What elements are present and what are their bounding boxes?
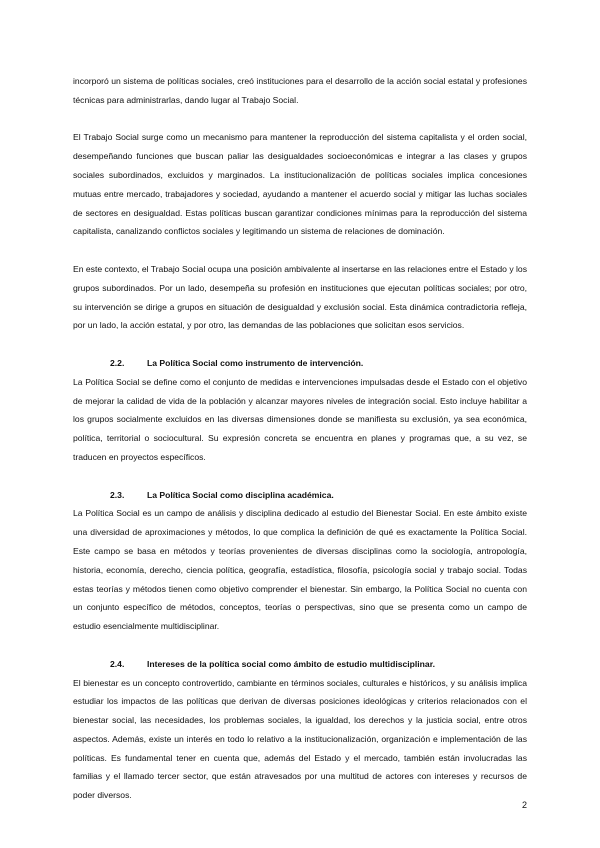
paragraph-intro-continuation: incorporó un sistema de políticas sociales, creó instituciones para el desarrollo de la acción social estatal y profesiones técnicas para administrarlas, dando lugar al Trabajo Social.: [73, 76, 527, 105]
section-body-2-4: El bienestar es un concepto controvertido, cambiante en términos sociales, culturales e históricos, y su análisis implica estudiar los impactos de las políticas que derivan de diversas posiciones ideológicas y criterios relacionados con el bienestar social, las necesidades, los problemas sociales, la igualdad, los derechos y la justicia social, entre otros aspectos. Además, existe un interés en todo lo relativo a la institucionalización, organización e implementación de las políticas. Es fundamental tener en cuenta que, además del Estado y el mercado, también están involucradas las familias y el llamado tercer sector, que están atravesados por una multitud de actores con intereses y recursos de poder diversos.: [73, 677, 527, 801]
section-body-2-3: La Política Social es un campo de análisis y disciplina dedicado al estudio del Bienestar Social. En este ámbito existe una diversidad de aproximaciones y métodos, lo que complica la definición de qué es exactamente la Política Social. Este campo se basa en métodos y teorías provenientes de diversas disciplinas como la sociología, antropología, historia, economía, derecho, ciencia política, geografía, estadística, filosofía, psicología social y trabajo social. Todas estas teorías y métodos tienen como objetivo comprender el bienestar. Sin embargo, la Política Social no cuenta con un conjunto específico de métodos, conceptos, teorías o perspectivas, sino que se presenta como un campo de estudio esencialmente multidisciplinar.: [73, 508, 527, 632]
section-number: 2.2.: [110, 357, 125, 368]
paragraph-trabajo-social-origen: El Trabajo Social surge como un mecanismo para mantener la reproducción del sistema capitalista y el orden social, desempeñando funciones que buscan paliar las desigualdades socioeconómicas e integrar a las clases y grupos sociales subordinados, excluidos y marginados. La institucionalización de políticas sociales implica concesiones mutuas entre mercado, trabajadores y sociedad, ayudando a mantener el acuerdo social y mitigar las luchas sociales de sectores en desigualdad. Estas políticas buscan garantizar condiciones mínimas para la reproducción del sistema capitalista, canalizando conflictos sociales y legitimando un sistema de relaciones de dominación.: [73, 132, 527, 237]
page-number: 2: [521, 800, 527, 810]
section-heading-2-4: [73, 655, 527, 674]
section-title: Intereses de la política social como ámbito de estudio multidisciplinar.: [147, 658, 435, 669]
page-content: [73, 72, 527, 805]
section-number: 2.4.: [110, 658, 125, 669]
section-heading-2-3: [73, 486, 527, 505]
paragraph-trabajo-social-contexto: En este contexto, el Trabajo Social ocupa una posición ambivalente al insertarse en las relaciones entre el Estado y los grupos subordinados. Por un lado, desempeña su profesión en instituciones que ejecutan políticas sociales; por otro, su intervención se dirige a grupos en situación de desigualdad y exclusión social. Esta dinámica contradictoria refleja, por un lado, la acción estatal, y por otro, las demandas de las poblaciones que solicitan esos servicios.: [73, 263, 527, 331]
section-title: La Política Social como disciplina académica.: [147, 489, 334, 500]
section-heading-2-2: [73, 354, 527, 373]
section-body-2-2: La Política Social se define como el conjunto de medidas e intervenciones impulsadas desde el Estado con el objetivo de mejorar la calidad de vida de la población y alcanzar mayores niveles de integración social. Esto incluye habilitar a los grupos socialmente excluidos en las diversas dimensiones donde se manifiesta su exclusión, ya sea económica, política, territorial o sociocultural. Su expresión concreta se encuentra en planes y programas que, a su vez, se traducen en proyectos específicos.: [73, 376, 527, 462]
section-title: La Política Social como instrumento de intervención.: [147, 357, 364, 368]
section-number: 2.3.: [110, 489, 125, 500]
